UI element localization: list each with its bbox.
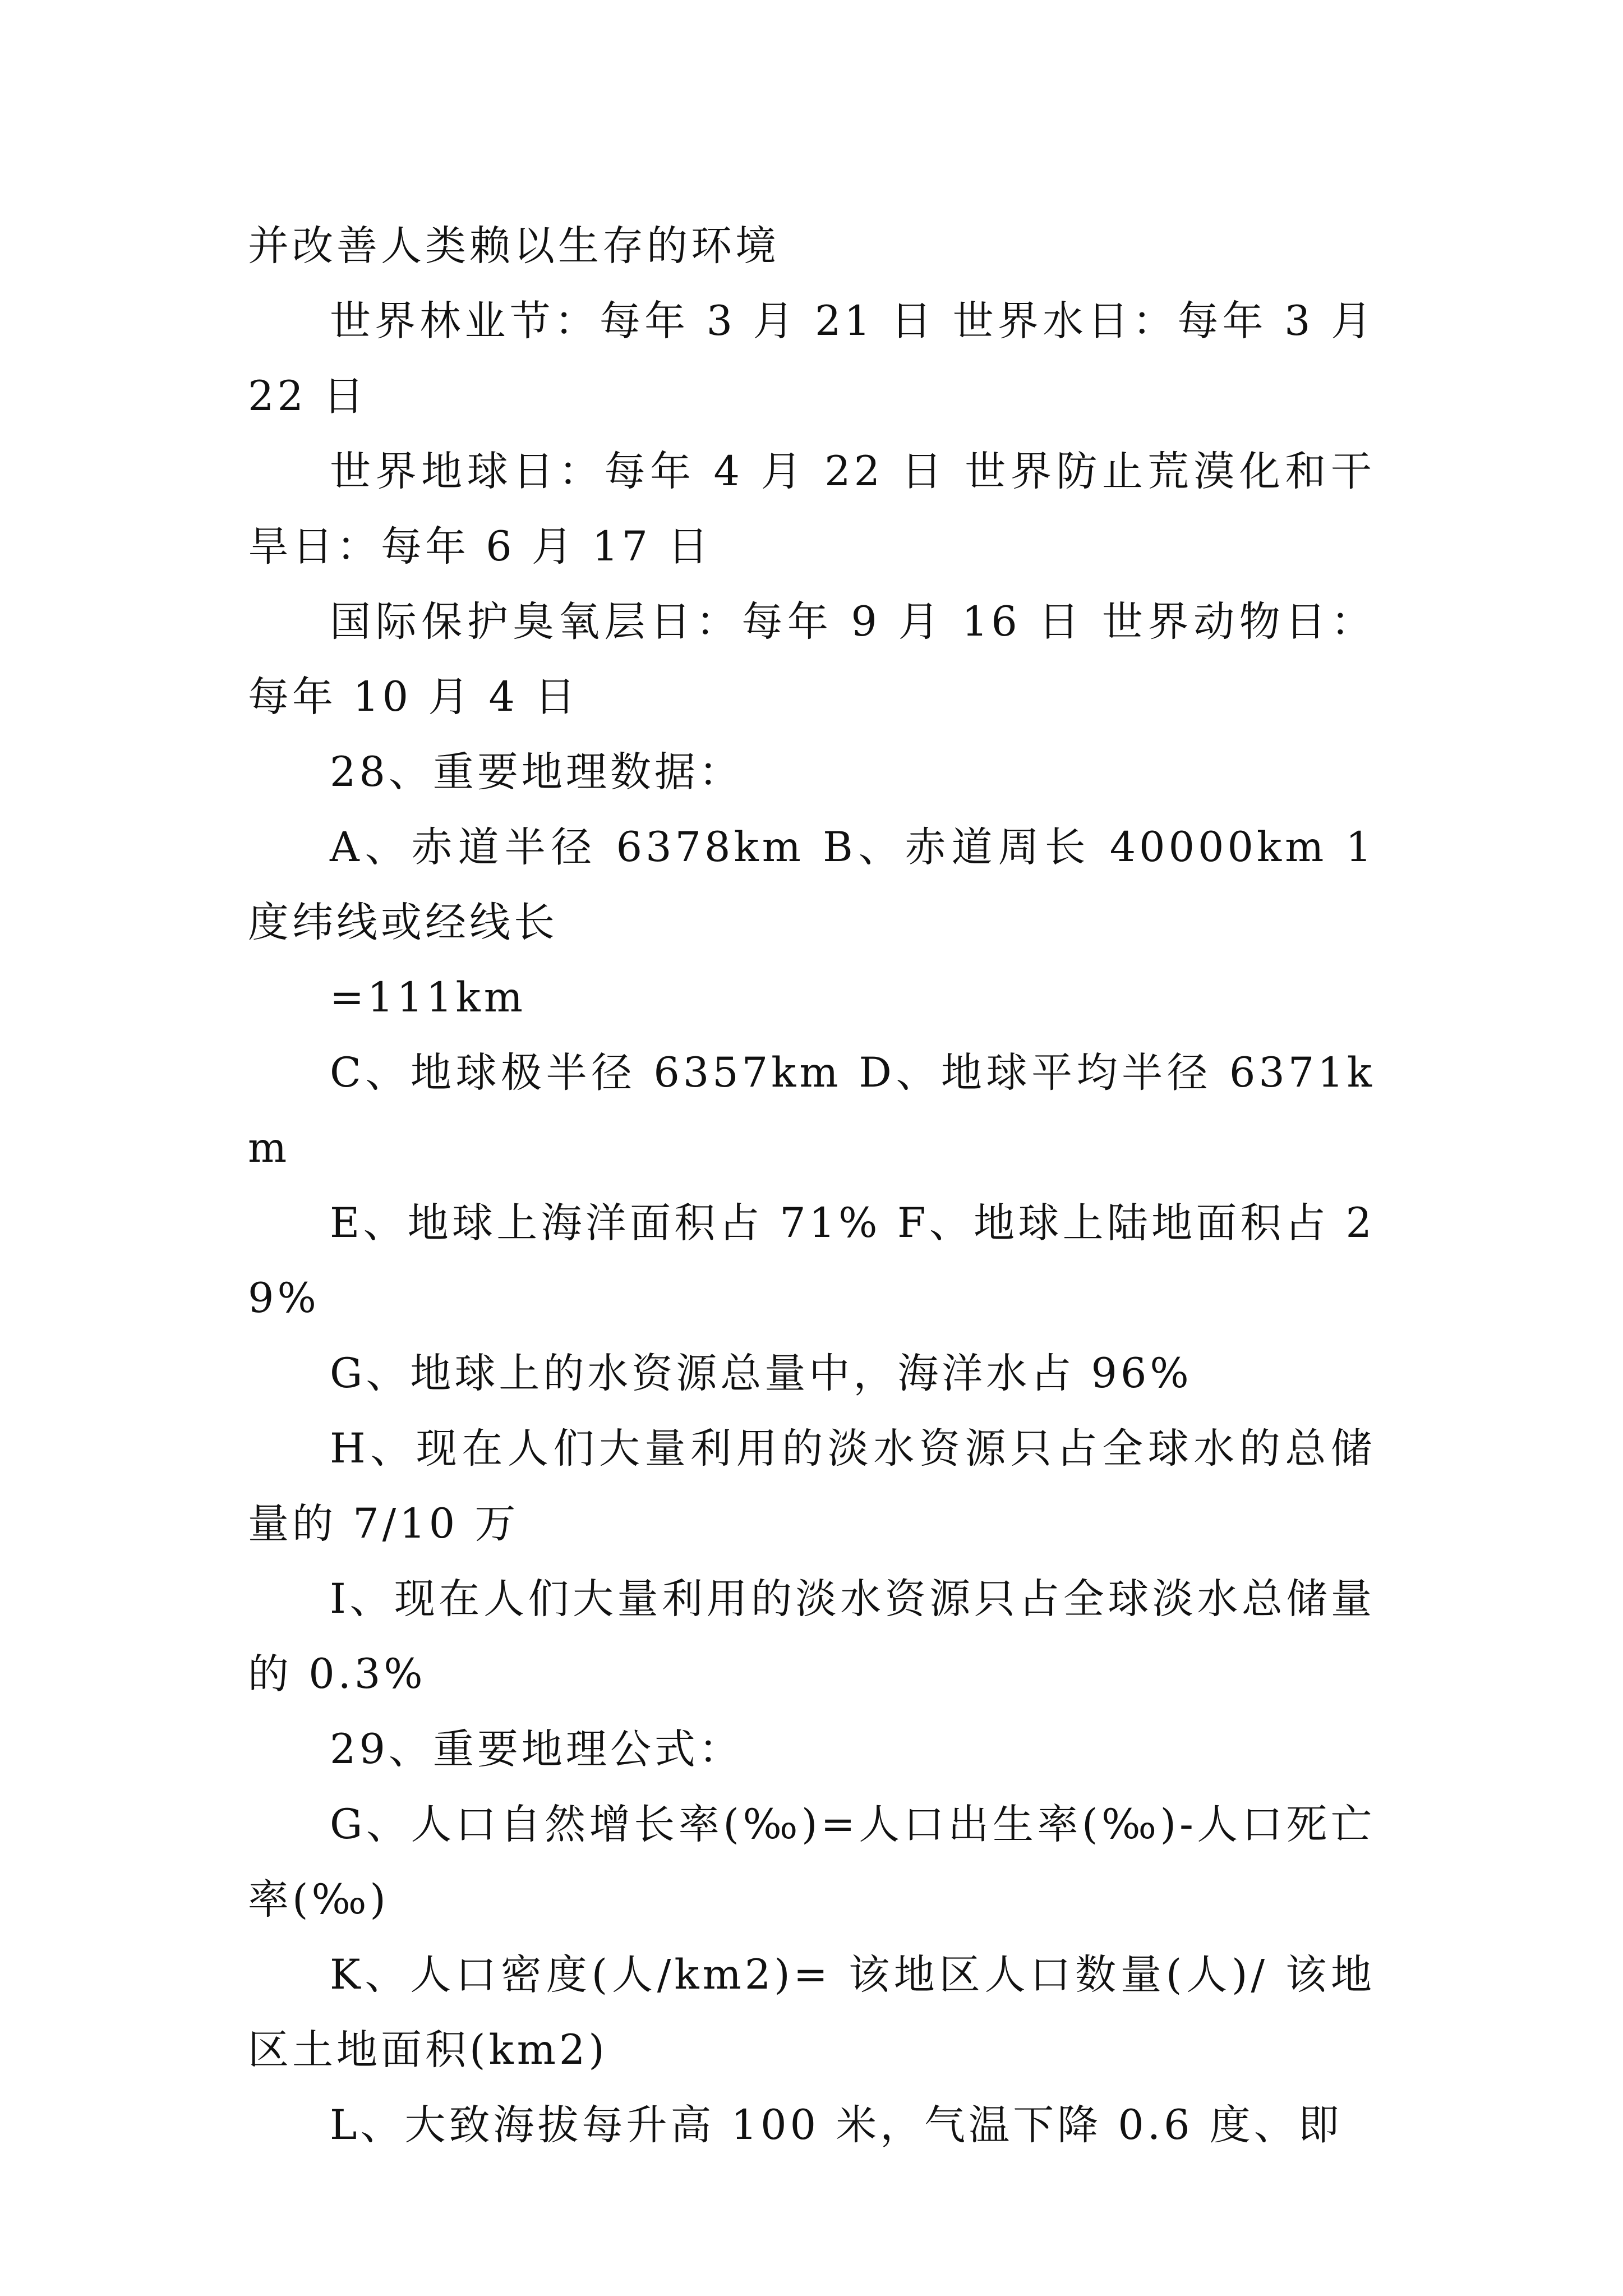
document-body — [248, 209, 1375, 2163]
paragraph-freshwater-total-share: H、现在人们大量利用的淡水资源只占全球水的总储量的 7/10 万 — [248, 1425, 1375, 1548]
paragraph-equator-data: A、赤道半径 6378km B、赤道周长 40000km 1 度纬线或经线长 — [248, 823, 1375, 946]
paragraph-growth-rate-formula: G、人口自然增长率(‰)=人口出生率(‰)-人口死亡率(‰) — [248, 1801, 1375, 1924]
paragraph-earth-radius: C、地球极半径 6357km D、地球平均半径 6371km — [248, 1049, 1375, 1172]
paragraph-density-formula: K、人口密度(人/km2)= 该地区人口数量(人)/ 该地区土地面积(km2) — [248, 1951, 1375, 2074]
paragraph-temperature-altitude: L、大致海拔每升高 100 米，气温下降 0.6 度、即 — [330, 2101, 1343, 2149]
paragraph-ocean-water-share: G、地球上的水资源总量中，海洋水占 96% — [330, 1350, 1192, 1397]
section-heading-geo-formulas: 29、重要地理公式： — [330, 1726, 743, 1773]
paragraph-freshwater-fresh-share: I、现在人们大量利用的淡水资源只占全球淡水总储量的 0.3% — [248, 1575, 1375, 1698]
section-heading-geo-data: 28、重要地理数据： — [330, 748, 743, 796]
paragraph-continuation: 并改善人类赖以生存的环境 — [248, 222, 780, 270]
paragraph-earth-desertification-day: 世界地球日：每年 4 月 22 日 世界防止荒漠化和干旱日：每年 6 月 17 日 — [248, 448, 1375, 570]
paragraph-forestry-water-day: 世界林业节：每年 3 月 21 日 世界水日：每年 3 月 22 日 — [248, 297, 1375, 420]
paragraph-ozone-animal-day: 国际保护臭氧层日：每年 9 月 16 日 世界动物日：每年 10 月 4 日 — [248, 598, 1375, 721]
paragraph-ocean-land-area: E、地球上海洋面积占 71% F、地球上陆地面积占 29% — [248, 1199, 1375, 1322]
paragraph-degree-length: =111km — [330, 974, 526, 1022]
